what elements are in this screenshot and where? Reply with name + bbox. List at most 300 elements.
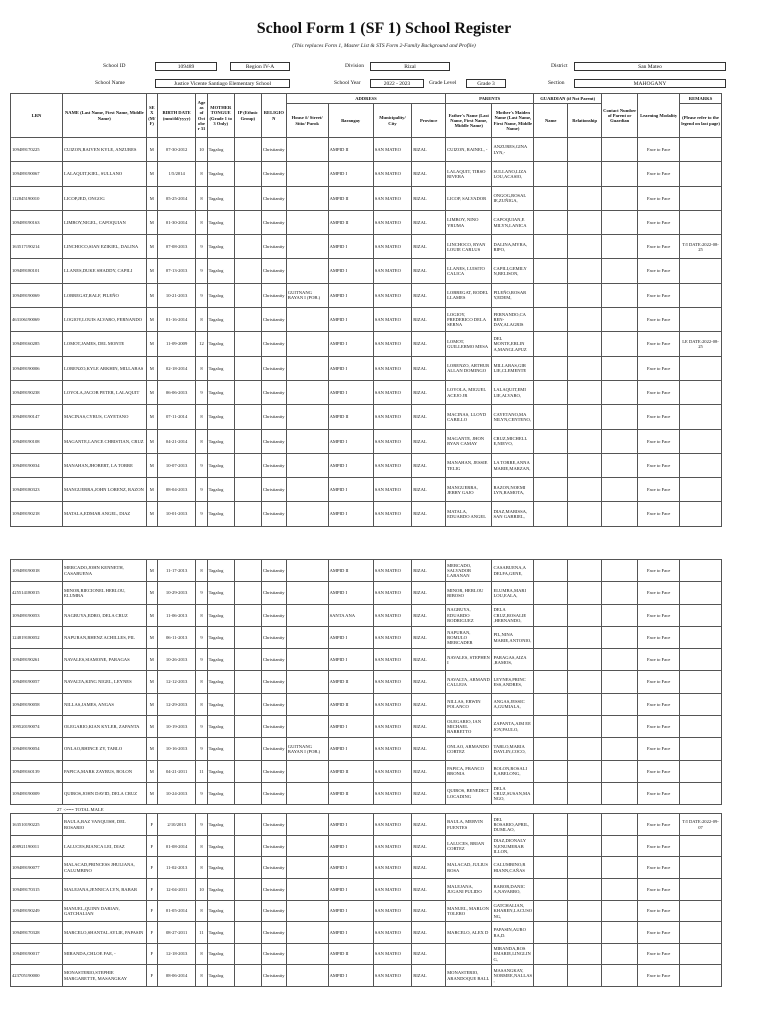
religion-cell: Christianity (261, 671, 286, 693)
religion-cell: Christianity (261, 210, 286, 234)
mother-cell: ANZURES,GINA LYN,- (492, 138, 534, 162)
birth-date-cell: 01-05-2014 (157, 900, 195, 922)
house-cell (286, 259, 328, 283)
remarks-cell (680, 857, 722, 879)
student-row (11, 453, 722, 477)
modality-cell: Face to Face (638, 943, 680, 965)
ip-cell (234, 626, 261, 648)
guardian-name-cell (534, 649, 568, 671)
contact-cell (602, 429, 638, 453)
remarks-cell (680, 943, 722, 965)
mother-cell: PIL,NINA MARIE,ANTONIO, (492, 626, 534, 648)
ip-cell (234, 405, 261, 429)
municipality-cell: SAN MATEO (373, 693, 411, 715)
sex-cell: M (146, 429, 157, 453)
barangay-cell: AMPID I (328, 478, 373, 502)
remarks-cell (680, 429, 722, 453)
name-cell: LOGIOY,LOUIS ALVARO, FERNANDO (62, 308, 146, 332)
guardian-relationship-cell (568, 162, 602, 186)
province-cell: RIZAL (412, 259, 446, 283)
contact-cell (602, 782, 638, 804)
section-field[interactable]: MAHOGANY (574, 79, 726, 88)
mother-tongue-cell: Tagalog (207, 943, 234, 965)
age-cell: 11 (196, 922, 207, 944)
mother-cell: DIAZ,MARISSA, SAN GABRIEL, (492, 502, 534, 526)
birth-date-cell: 01-30-2014 (157, 210, 195, 234)
religion-cell: Christianity (261, 782, 286, 804)
father-cell: LINCHOCO, RYAN LOUIE CARLUS (446, 235, 492, 259)
modality-cell: Face to Face (638, 738, 680, 760)
name-cell: NAVALTA,KING NIGEL, LEYNES (62, 671, 146, 693)
modality-cell: Face to Face (638, 186, 680, 210)
religion-cell: Christianity (261, 478, 286, 502)
lrn-cell: 109489190058 (11, 693, 63, 715)
ip-cell (234, 922, 261, 944)
modality-cell: Face to Face (638, 502, 680, 526)
col-house: House #/ Street/ Sitio/ Purok (286, 104, 328, 138)
name-cell: NAVALES,SIAMONE, PARAGAS (62, 649, 146, 671)
municipality-cell: SAN MATEO (373, 259, 411, 283)
sex-cell: M (146, 502, 157, 526)
barangay-cell: AMPID I (328, 283, 373, 307)
birth-date-cell: 11-02-2013 (157, 857, 195, 879)
mother-tongue-cell: Tagalog (207, 308, 234, 332)
province-cell: RIZAL (412, 671, 446, 693)
col-address: ADDRESS (286, 94, 445, 104)
house-cell (286, 900, 328, 922)
age-cell: 11 (196, 760, 207, 782)
student-row (11, 502, 722, 526)
guardian-relationship-cell (568, 283, 602, 307)
house-cell: GUITNANG BAYAN I (POB.) (286, 738, 328, 760)
sex-cell: F (146, 879, 157, 901)
lrn-cell: 109489190006 (11, 356, 63, 380)
house-cell (286, 138, 328, 162)
sex-cell: M (146, 671, 157, 693)
remarks-cell (680, 560, 722, 582)
region-field[interactable]: Region IV-A (230, 62, 290, 71)
birth-date-cell: 06-06-2013 (157, 380, 195, 404)
birth-date-cell: 10-24-2013 (157, 782, 195, 804)
birth-date-cell: 11-06-2013 (157, 604, 195, 626)
modality-cell: Face to Face (638, 965, 680, 987)
age-cell: 8 (196, 210, 207, 234)
age-cell: 10 (196, 138, 207, 162)
municipality-cell: SAN MATEO (373, 626, 411, 648)
lrn-cell: 425514180015 (11, 582, 63, 604)
father-cell: MACINAS, LLOYD CABILLO (446, 405, 492, 429)
sex-cell: F (146, 965, 157, 987)
contact-cell (602, 693, 638, 715)
modality-cell: Face to Face (638, 283, 680, 307)
age-cell: 8 (196, 186, 207, 210)
mother-cell: MASANGKAY, NORMEE,NALLAS, (492, 965, 534, 987)
contact-cell (602, 900, 638, 922)
father-cell: MANUEL, MARLON TOLERO (446, 900, 492, 922)
father-cell: LIMBOY, NINO YRUMA (446, 210, 492, 234)
age-cell: 8 (196, 429, 207, 453)
guardian-name-cell (534, 626, 568, 648)
contact-cell (602, 210, 638, 234)
remarks-cell: T/I DATE:2022-09-07 (680, 814, 722, 836)
sex-cell: M (146, 283, 157, 307)
religion-cell: Christianity (261, 235, 286, 259)
remarks-cell (680, 835, 722, 857)
municipality-cell: SAN MATEO (373, 405, 411, 429)
ip-cell (234, 760, 261, 782)
age-cell: 9 (196, 716, 207, 738)
municipality-cell: SAN MATEO (373, 380, 411, 404)
name-cell: LALUCES,BIANCA LEI, DIAZ (62, 835, 146, 857)
division-field[interactable]: Rizal (370, 62, 450, 71)
guardian-name-cell (534, 716, 568, 738)
province-cell: RIZAL (412, 649, 446, 671)
mother-cell: SULLANO,LIZA LOU,ACASIO, (492, 162, 534, 186)
municipality-cell: SAN MATEO (373, 308, 411, 332)
birth-date-cell: 07-30-2012 (157, 138, 195, 162)
ip-cell (234, 604, 261, 626)
father-cell: LOMOT, GUILLERMO MESA (446, 332, 492, 356)
guardian-relationship-cell (568, 814, 602, 836)
mother-tongue-cell: Tagalog (207, 604, 234, 626)
school-year-field[interactable]: 2022 - 2023 (370, 79, 424, 88)
lrn-cell: 109489190054 (11, 738, 63, 760)
province-cell: RIZAL (412, 626, 446, 648)
guardian-relationship-cell (568, 429, 602, 453)
guardian-relationship-cell (568, 965, 602, 987)
guardian-relationship-cell (568, 604, 602, 626)
modality-cell: Face to Face (638, 453, 680, 477)
father-cell: MAGANTE, JHON RYAN CAMAY (446, 429, 492, 453)
lrn-cell: 109489170328 (11, 922, 63, 944)
contact-cell (602, 138, 638, 162)
house-cell (286, 582, 328, 604)
house-cell (286, 782, 328, 804)
house-cell (286, 332, 328, 356)
house-cell (286, 405, 328, 429)
modality-cell: Face to Face (638, 405, 680, 429)
mother-cell: PILEÑO,ROSAR Y,EDEM, (492, 283, 534, 307)
name-cell: MATALA,EDMAR ANGEL, DIAZ (62, 502, 146, 526)
ip-cell (234, 283, 261, 307)
col-lrn: LRN (11, 94, 63, 138)
remarks-cell (680, 478, 722, 502)
name-cell: LORENZO,KYLE ARKHIN, MILLABAS (62, 356, 146, 380)
lrn-cell: 109489190249 (11, 900, 63, 922)
grade-level-field[interactable]: Grade 3 (466, 79, 506, 88)
birth-date-cell: 07-11-2014 (157, 405, 195, 429)
mother-tongue-cell: Tagalog (207, 332, 234, 356)
ip-cell (234, 235, 261, 259)
province-cell: RIZAL (412, 604, 446, 626)
house-cell (286, 429, 328, 453)
remarks-cell (680, 186, 722, 210)
guardian-relationship-cell (568, 356, 602, 380)
ip-cell (234, 857, 261, 879)
lrn-cell: 109489190034 (11, 453, 63, 477)
guardian-relationship-cell (568, 922, 602, 944)
age-cell: 9 (196, 380, 207, 404)
religion-cell: Christianity (261, 453, 286, 477)
religion-cell: Christianity (261, 356, 286, 380)
sex-cell: M (146, 186, 157, 210)
student-row (11, 900, 722, 922)
ip-cell (234, 782, 261, 804)
house-cell (286, 560, 328, 582)
barangay-cell: AMPID I (328, 162, 373, 186)
religion-cell: Christianity (261, 186, 286, 210)
barangay-cell: AMPID I (328, 965, 373, 987)
student-row (11, 429, 722, 453)
contact-cell (602, 380, 638, 404)
lrn-cell: 109489190053 (11, 604, 63, 626)
barangay-cell: AMPID I (328, 332, 373, 356)
modality-cell: Face to Face (638, 582, 680, 604)
col-remarks-note: (Please refer to the legend on last page) (680, 104, 722, 138)
guardian-name-cell (534, 308, 568, 332)
religion-cell: Christianity (261, 693, 286, 715)
birth-date-cell: 08-27-2011 (157, 922, 195, 944)
barangay-cell: AMPID II (328, 671, 373, 693)
ip-cell (234, 162, 261, 186)
age-cell: 10 (196, 879, 207, 901)
religion-cell: Christianity (261, 283, 286, 307)
guardian-relationship-cell (568, 186, 602, 210)
name-cell: QUIROS,JOHN DAVID, DELA CRUZ (62, 782, 146, 804)
guardian-name-cell (534, 210, 568, 234)
name-cell: MIRANDA,CHLOE FAE, - (62, 943, 146, 965)
sex-cell: F (146, 922, 157, 944)
col-guardian-relationship: Relationship (568, 104, 602, 138)
mother-cell: MILLABAS,GIR LIE,CLEMENTE (492, 356, 534, 380)
municipality-cell: SAN MATEO (373, 943, 411, 965)
mother-tongue-cell: Tagalog (207, 835, 234, 857)
mother-tongue-cell: Tagalog (207, 259, 234, 283)
religion-cell: Christianity (261, 835, 286, 857)
mother-cell: DEL ROSARIO,APRIL,DUMLAO, (492, 814, 534, 836)
student-row (11, 259, 722, 283)
remarks-cell (680, 283, 722, 307)
remarks-cell (680, 453, 722, 477)
guardian-name-cell (534, 900, 568, 922)
age-cell: 9 (196, 582, 207, 604)
student-row (11, 380, 722, 404)
school-id-field[interactable]: 109489 (155, 62, 217, 71)
contact-cell (602, 162, 638, 186)
house-cell (286, 835, 328, 857)
mother-tongue-cell: Tagalog (207, 649, 234, 671)
student-row (11, 560, 722, 582)
register-table-page-1 (10, 93, 722, 527)
guardian-name-cell (534, 259, 568, 283)
student-row (11, 693, 722, 715)
school-name-field[interactable]: Justice Vicente Santiago Elementary School (155, 79, 290, 88)
mother-cell: DELA CRUZ,ROSALIE ,HERNANDO, (492, 604, 534, 626)
modality-cell: Face to Face (638, 138, 680, 162)
mother-tongue-cell: Tagalog (207, 693, 234, 715)
school-year-label: School Year (334, 80, 361, 86)
name-cell: LOMOT,JAMES, DEL MONTE (62, 332, 146, 356)
birth-date-cell: 05-25-2014 (157, 186, 195, 210)
house-cell (286, 965, 328, 987)
birth-date-cell: 2/10/2013 (157, 814, 195, 836)
student-row (11, 162, 722, 186)
lrn-cell: 109489190017 (11, 943, 63, 965)
father-cell: MANGUERRA, JERRY GAJO (446, 478, 492, 502)
age-cell: 9 (196, 782, 207, 804)
lrn-cell: 112845190010 (11, 186, 63, 210)
birth-date-cell: 10-19-2013 (157, 716, 195, 738)
remarks-cell (680, 210, 722, 234)
contact-cell (602, 560, 638, 582)
student-row (11, 782, 722, 804)
sex-cell: M (146, 738, 157, 760)
mother-cell: CRUZ,MICHELL E,NIEVO, (492, 429, 534, 453)
barangay-cell: AMPID I (328, 235, 373, 259)
guardian-relationship-cell (568, 560, 602, 582)
birth-date-cell: 06-11-2013 (157, 626, 195, 648)
modality-cell: Face to Face (638, 235, 680, 259)
remarks-cell (680, 380, 722, 404)
mother-tongue-cell: Tagalog (207, 900, 234, 922)
student-row (11, 186, 722, 210)
religion-cell: Christianity (261, 380, 286, 404)
name-cell: LLANES,DUKE SHADDY, CAPILI (62, 259, 146, 283)
remarks-cell (680, 965, 722, 987)
house-cell (286, 356, 328, 380)
municipality-cell: SAN MATEO (373, 835, 411, 857)
province-cell: RIZAL (412, 235, 446, 259)
mother-tongue-cell: Tagalog (207, 186, 234, 210)
student-row (11, 283, 722, 307)
municipality-cell: SAN MATEO (373, 604, 411, 626)
barangay-cell: AMPID I (328, 356, 373, 380)
mother-cell: ONGOG,ROSAL IE,ZUÑIGA, (492, 186, 534, 210)
modality-cell: Face to Face (638, 478, 680, 502)
student-row (11, 716, 722, 738)
contact-cell (602, 760, 638, 782)
religion-cell: Christianity (261, 582, 286, 604)
guardian-relationship-cell (568, 582, 602, 604)
municipality-cell: SAN MATEO (373, 879, 411, 901)
modality-cell: Face to Face (638, 649, 680, 671)
total-male-row (11, 805, 722, 814)
name-cell: PAPICA,MARK ZAYRUS, BOLON (62, 760, 146, 782)
total-male-label: <=== TOTAL MALE (62, 805, 721, 814)
guardian-name-cell (534, 478, 568, 502)
mother-tongue-cell: Tagalog (207, 738, 234, 760)
birth-date-cell: 01-16-2014 (157, 308, 195, 332)
contact-cell (602, 405, 638, 429)
religion-cell: Christianity (261, 922, 286, 944)
mother-cell: CAYETANO,MA NILYN,CENTENO, (492, 405, 534, 429)
mother-tongue-cell: Tagalog (207, 162, 234, 186)
barangay-cell: AMPID I (328, 453, 373, 477)
province-cell: RIZAL (412, 283, 446, 307)
mother-cell: DIAZ,DIONALY N,ENUMERAB ILLON, (492, 835, 534, 857)
ip-cell (234, 380, 261, 404)
father-cell: MATALA, EDUARDO ANGEL (446, 502, 492, 526)
mother-cell: ELUMBA,MARI LOU,EALA, (492, 582, 534, 604)
father-cell: LALUCES, BRIAN CORTEZ (446, 835, 492, 857)
house-cell: GUITNANG BAYAN I (POB.) (286, 283, 328, 307)
guardian-relationship-cell (568, 782, 602, 804)
guardian-relationship-cell (568, 671, 602, 693)
form-title: School Form 1 (SF 1) School Register (256, 20, 512, 37)
birth-date-cell: 02-18-2014 (157, 356, 195, 380)
birth-date-cell: 10-21-2013 (157, 283, 195, 307)
remarks-cell (680, 162, 722, 186)
mother-tongue-cell: Tagalog (207, 380, 234, 404)
district-field[interactable]: San Mateo (574, 62, 726, 71)
remarks-cell (680, 716, 722, 738)
province-cell: RIZAL (412, 582, 446, 604)
guardian-relationship-cell (568, 693, 602, 715)
province-cell: RIZAL (412, 943, 446, 965)
student-row (11, 405, 722, 429)
municipality-cell: SAN MATEO (373, 814, 411, 836)
ip-cell (234, 429, 261, 453)
municipality-cell: SAN MATEO (373, 900, 411, 922)
birth-date-cell: 12-18-2013 (157, 943, 195, 965)
sex-cell: M (146, 259, 157, 283)
birth-date-cell: 01-08-2014 (157, 835, 195, 857)
birth-date-cell: 10-01-2013 (157, 502, 195, 526)
father-cell: MANAHAN, JESSIE TELIG (446, 453, 492, 477)
col-ip: IP (Ethnic Group) (234, 94, 261, 138)
barangay-cell: AMPID II (328, 210, 373, 234)
barangay-cell: AMPID II (328, 693, 373, 715)
col-guardian: GUARDIAN (if Not Parent) (534, 94, 602, 104)
municipality-cell: SAN MATEO (373, 671, 411, 693)
contact-cell (602, 626, 638, 648)
name-cell: MARCELO,SHANTAL AYLIE, PAPASIN (62, 922, 146, 944)
municipality-cell: SAN MATEO (373, 649, 411, 671)
religion-cell: Christianity (261, 814, 286, 836)
age-cell: 9 (196, 478, 207, 502)
guardian-relationship-cell (568, 760, 602, 782)
house-cell (286, 308, 328, 332)
father-cell: MERCADO, SALVADOR LABANAN (446, 560, 492, 582)
barangay-cell: AMPID I (328, 879, 373, 901)
remarks-cell (680, 922, 722, 944)
contact-cell (602, 835, 638, 857)
guardian-relationship-cell (568, 138, 602, 162)
lrn-cell: 109489170225 (11, 138, 63, 162)
contact-cell (602, 453, 638, 477)
mother-cell: ANGAS,JESSIC A,GUMIALA, (492, 693, 534, 715)
lrn-cell: 109489190238 (11, 380, 63, 404)
remarks-cell (680, 502, 722, 526)
age-cell: 8 (196, 162, 207, 186)
municipality-cell: SAN MATEO (373, 582, 411, 604)
province-cell: RIZAL (412, 186, 446, 210)
col-barangay: Barangay (328, 104, 373, 138)
ip-cell (234, 308, 261, 332)
name-cell: LIMBOY,NIGEL, CAPOQUIAN (62, 210, 146, 234)
sex-cell: F (146, 857, 157, 879)
barangay-cell: AMPID II (328, 760, 373, 782)
age-cell: 8 (196, 857, 207, 879)
mother-cell: DALINA,MYRA, RIPO, (492, 235, 534, 259)
house-cell (286, 186, 328, 210)
contact-cell (602, 308, 638, 332)
ip-cell (234, 356, 261, 380)
modality-cell: Face to Face (638, 716, 680, 738)
house-cell (286, 235, 328, 259)
house-cell (286, 210, 328, 234)
lrn-cell: 109520190074 (11, 716, 63, 738)
